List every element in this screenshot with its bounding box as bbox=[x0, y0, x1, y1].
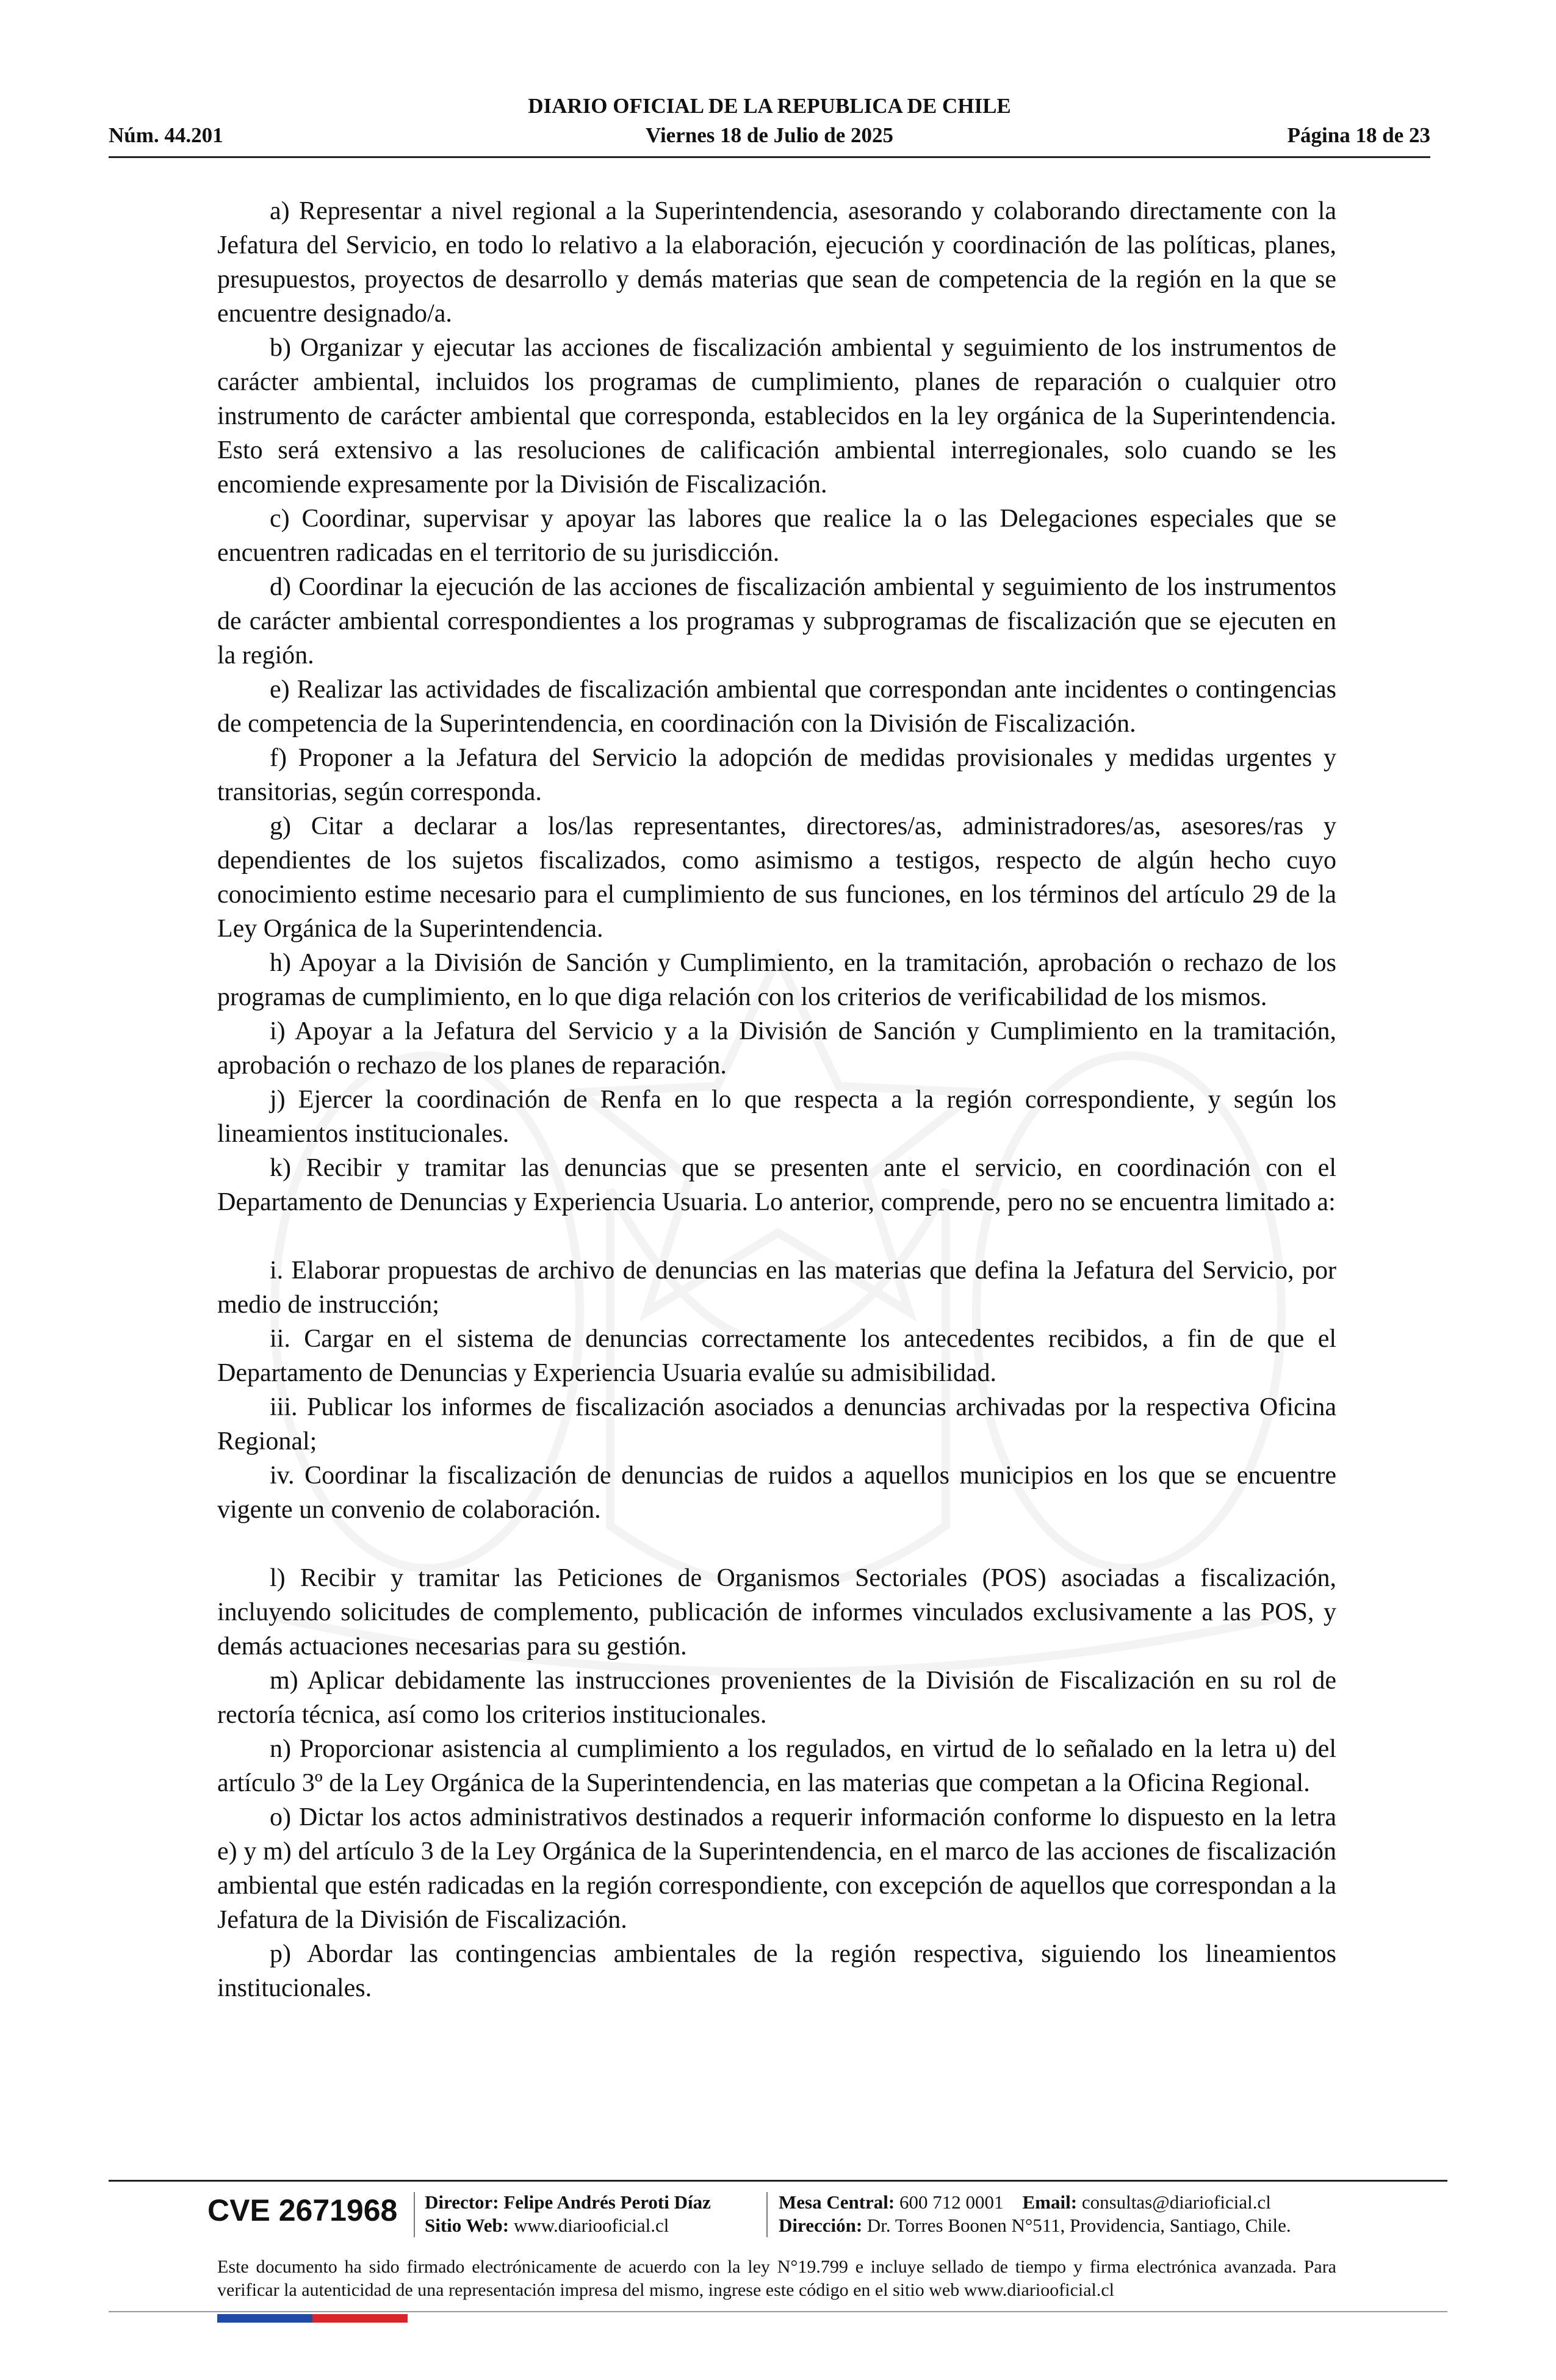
paragraph: n) Proporcionar asistencia al cumplimiento a los regulados, en virtud de lo señalado en la letra u) del artículo 3º de la Ley Orgánica de la Superintendencia, en las materias que competan a la Oficina Regional. bbox=[217, 1735, 1336, 1797]
paragraph: e) Realizar las actividades de fiscalización ambiental que correspondan ante incidentes o contingencias de competencia de la Superintendencia, en coordinación con la División de Fiscalización. bbox=[217, 676, 1336, 738]
paragraph: c) Coordinar, supervisar y apoyar las labores que realice la o las Delegaciones especiales que se encuentren radicadas en el territorio de su jurisdicción. bbox=[217, 505, 1336, 567]
spacer bbox=[217, 1219, 1336, 1253]
spacer bbox=[217, 1527, 1336, 1561]
address-value: Dr. Torres Boonen N°511, Providencia, Santiago, Chile. bbox=[866, 2215, 1291, 2236]
page-number: Página 18 de 23 bbox=[1287, 123, 1430, 147]
paragraph: p) Abordar las contingencias ambientales de la región respectiva, siguiendo los lineamientos institucionales. bbox=[217, 1940, 1336, 2002]
flag-red-segment bbox=[312, 2314, 408, 2323]
mesa-phone: 600 712 0001 bbox=[899, 2191, 1004, 2213]
footer-separator bbox=[414, 2192, 415, 2237]
flag-blue-segment bbox=[217, 2314, 312, 2323]
remaining-items bbox=[217, 1561, 1336, 2005]
footer-contact-block bbox=[779, 2191, 1291, 2237]
paragraph: j) Ejercer la coordinación de Renfa en lo que respecta a la región correspondiente, y según los lineamientos institucionales. bbox=[217, 1086, 1336, 1148]
director-label: Director: bbox=[425, 2191, 499, 2213]
mesa-label: Mesa Central: bbox=[779, 2191, 895, 2213]
director-name: Felipe Andrés Peroti Díaz bbox=[503, 2191, 711, 2213]
issue-date: Viernes 18 de Julio de 2025 bbox=[645, 123, 894, 147]
main-items bbox=[217, 194, 1336, 1219]
paragraph: ii. Cargar en el sistema de denuncias correctamente los antecedentes recibidos, a fin de que el Departamento de Denuncias y Experiencia Usuaria evalúe su admisibilidad. bbox=[217, 1325, 1336, 1387]
paragraph: d) Coordinar la ejecución de las acciones de fiscalización ambiental y seguimiento de los instrumentos de carácter ambiental correspondientes a los programas y subprogramas de fiscalización que se ejecuten en la región. bbox=[217, 573, 1336, 669]
issue-number: Núm. 44.201 bbox=[109, 123, 223, 147]
paragraph: k) Recibir y tramitar las denuncias que se presenten ante el servicio, en coordinación con el Departamento de Denuncias y Experiencia Usuaria. Lo anterior, comprende, pero no se encuentra limitado a: bbox=[217, 1154, 1336, 1216]
website-label: Sitio Web: bbox=[425, 2215, 510, 2236]
paragraph: a) Representar a nivel regional a la Superintendencia, asesorando y colaborando directamente con la Jefatura del Servicio, en todo lo relativo a la elaboración, ejecución y coordinación de las políticas, planes, presupuestos, proyectos de desarrollo y demás materias que sean de competencia de la región en la que se encuentre designado/a. bbox=[217, 197, 1336, 328]
cve-code: CVE 2671968 bbox=[207, 2193, 398, 2227]
paragraph: o) Dictar los actos administrativos destinados a requerir información conforme lo dispuesto en la letra e) y m) del artículo 3 de la Ley Orgánica de la Superintendencia, en el marco de las acciones de fiscalización ambiental que estén radicadas en la región correspondiente, con excepción de aquellos que correspondan a la Jefatura de la División de Fiscalización. bbox=[217, 1803, 1336, 1934]
footer-director-block bbox=[425, 2191, 711, 2237]
address-label: Dirección: bbox=[779, 2215, 863, 2236]
header-divider bbox=[109, 156, 1430, 158]
paragraph: i. Elaborar propuestas de archivo de denuncias en las materias que defina la Jefatura del Servicio, por medio de instrucción; bbox=[217, 1257, 1336, 1319]
paragraph: m) Aplicar debidamente las instrucciones provenientes de la División de Fiscalización en su rol de rectoría técnica, así como los criterios institucionales. bbox=[217, 1667, 1336, 1729]
footer-bottom-divider bbox=[109, 2311, 1447, 2312]
flag-stripe bbox=[217, 2314, 408, 2323]
paragraph: l) Recibir y tramitar las Peticiones de Organismos Sectoriales (POS) asociadas a fiscalización, incluyendo solicitudes de complemento, publicación de informes vinculados exclusivamente a las POS, y demás actuaciones necesarias para su gestión. bbox=[217, 1564, 1336, 1661]
page-header bbox=[109, 92, 1430, 159]
paragraph: f) Proponer a la Jefatura del Servicio la adopción de medidas provisionales y medidas urgentes y transitorias, según corresponda. bbox=[217, 744, 1336, 806]
paragraph: i) Apoyar a la Jefatura del Servicio y a la División de Sanción y Cumplimiento en la tramitación, aprobación o rechazo de los planes de reparación. bbox=[217, 1017, 1336, 1080]
publication-title: DIARIO OFICIAL DE LA REPUBLICA DE CHILE bbox=[528, 94, 1011, 118]
legal-notice: Este documento ha sido firmado electrónicamente de acuerdo con la ley N°19.799 e incluye sellado de tiempo y firma electrónica avanzada. Para verificar la autenticidad de una representación impresa del mismo, ingrese este código en el sitio web www.diariooficial.cl bbox=[217, 2257, 1336, 2300]
website-link[interactable]: www.diariooficial.cl bbox=[513, 2215, 669, 2236]
footer-divider bbox=[109, 2180, 1447, 2182]
header-center bbox=[109, 92, 1430, 150]
paragraph: b) Organizar y ejecutar las acciones de fiscalización ambiental y seguimiento de los instrumentos de carácter ambiental, incluidos los programas de cumplimiento, planes de reparación o cualquier otro instrumento de carácter ambiental que corresponda, establecidos en la ley orgánica de la Superintendencia. Esto será extensivo a las resoluciones de calificación ambiental interregionales, solo cuando se les encomiende expresamente por la División de Fiscalización. bbox=[217, 334, 1336, 499]
email-label: Email: bbox=[1022, 2191, 1078, 2213]
paragraph: iv. Coordinar la fiscalización de denuncias de ruidos a aquellos municipios en los que se encuentre vigente un convenio de colaboración. bbox=[217, 1462, 1336, 1524]
sub-items bbox=[217, 1253, 1336, 1527]
paragraph: iii. Publicar los informes de fiscalización asociados a denuncias archivadas por la respectiva Oficina Regional; bbox=[217, 1393, 1336, 1455]
paragraph: g) Citar a declarar a los/las representantes, directores/as, administradores/as, asesores/ras y dependientes de los sujetos fiscalizados, como asimismo a testigos, respecto de algún hecho cuyo conocimiento estime necesario para el cumplimiento de sus funciones, en los términos del artículo 29 de la Ley Orgánica de la Superintendencia. bbox=[217, 812, 1336, 943]
footer-separator bbox=[766, 2192, 768, 2237]
paragraph: h) Apoyar a la División de Sanción y Cumplimiento, en la tramitación, aprobación o rechazo de los programas de cumplimiento, en lo que diga relación con los criterios de verificabilidad de los mismos. bbox=[217, 949, 1336, 1011]
document-body bbox=[217, 194, 1336, 2005]
email-link[interactable]: consultas@diarioficial.cl bbox=[1081, 2191, 1271, 2213]
